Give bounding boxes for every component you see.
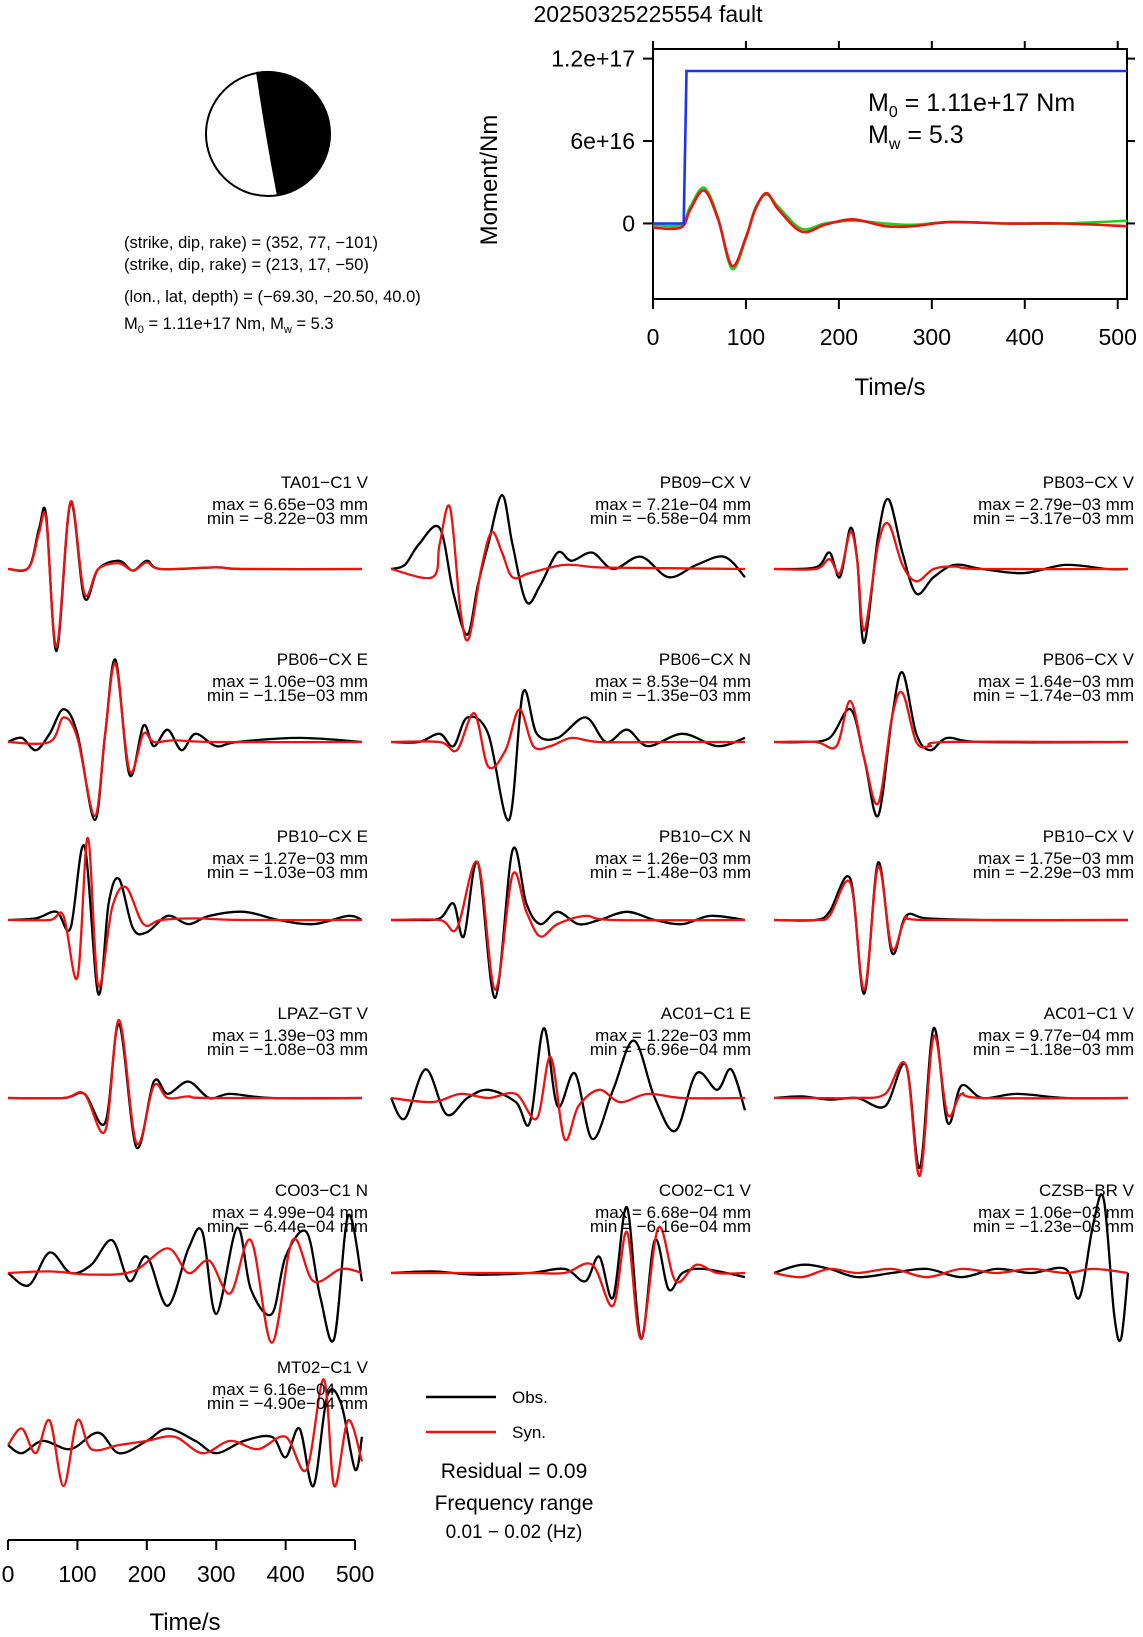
trace-panel [8,827,368,995]
trace-synthetic [774,866,1128,989]
trace-station-label: CO02−C1 V [658,1181,751,1200]
trace-station-label: LPAZ−GT V [277,1004,368,1023]
trace-panel [391,827,751,998]
stf-ytick-label: 6e+16 [570,128,635,155]
stf-xtick-label: 100 [726,324,766,350]
trace-panel [774,827,1135,994]
trace-min-label: min = −6.96e−04 mm [589,1040,751,1059]
trace-panel [8,1004,369,1148]
trace-panel [8,1181,368,1343]
trace-max-label: max = 1.26e−03 mm [595,849,751,868]
trace-min-label: min = −6.16e−04 mm [589,1217,751,1236]
trace-panel [774,650,1135,816]
trace-panel [391,650,751,820]
trace-station-label: TA01−C1 V [280,473,368,492]
frequency-title: Frequency range [434,1492,594,1515]
trace-station-label: CO03−C1 N [274,1181,368,1200]
trace-min-label: min = −4.90e−04 mm [206,1394,368,1413]
trace-min-label: min = −1.48e−03 mm [589,863,751,882]
trace-station-label: PB06−CX V [1042,650,1134,669]
bottom-axis-label: Time/s [149,1609,221,1636]
trace-synthetic [8,1239,362,1343]
trace-synthetic [774,692,1128,804]
stf-xtick-label: 200 [819,324,859,350]
trace-max-label: max = 1.64e−03 mm [978,672,1134,691]
bottom-axis-tick-label: 200 [127,1561,167,1587]
trace-station-label: AC01−C1 E [660,1004,751,1023]
trace-station-label: AC01−C1 V [1043,1004,1134,1023]
trace-panel [774,1181,1135,1341]
trace-min-label: min = −2.29e−03 mm [972,863,1134,882]
trace-panel [774,1004,1135,1176]
trace-panel [391,473,752,640]
trace-panel [391,1004,751,1140]
trace-min-label: min = −1.18e−03 mm [972,1040,1134,1059]
figure-title: 20250325225554 fault [533,1,763,27]
stf-series-red [653,190,1127,266]
trace-min-label: min = −1.03e−03 mm [206,863,368,882]
trace-min-label: min = −1.23e−03 mm [972,1217,1134,1236]
waveform-grid [8,473,1135,1486]
legend-syn-label: Syn. [512,1423,547,1442]
trace-max-label: max = 6.16e−04 mm [212,1380,368,1399]
bottom-axis-tick-label: 400 [266,1561,305,1587]
trace-max-label: max = 1.06e−03 mm [978,1203,1134,1222]
trace-synthetic [774,523,1128,631]
trace-max-label: max = 1.22e−03 mm [595,1026,751,1045]
trace-panel [391,1181,752,1339]
trace-min-label: min = −1.08e−03 mm [206,1040,368,1059]
legend [426,1388,593,1543]
stf-xtick-label: 300 [912,324,952,350]
trace-synthetic [391,1227,745,1339]
bottom-axis-tick-label: 0 [1,1561,15,1587]
trace-station-label: CZSB−BR V [1039,1181,1134,1200]
legend-obs-label: Obs. [512,1388,548,1407]
trace-min-label: min = −6.44e−04 mm [206,1217,368,1236]
trace-panel [8,650,368,820]
trace-station-label: PB09−CX V [659,473,751,492]
trace-station-label: PB06−CX E [276,650,368,669]
stf-ytick-label: 0 [622,210,635,237]
stf-xtick-label: 500 [1098,324,1137,350]
mechanism-location: (lon., lat, depth) = (−69.30, −20.50, 40.0) [124,288,421,306]
trace-station-label: PB10−CX E [276,827,368,846]
moment-rate-panel [476,41,1137,401]
stf-xtick-label: 400 [1005,324,1044,350]
bottom-axis-tick-label: 500 [335,1561,375,1587]
trace-max-label: max = 1.75e−03 mm [978,849,1134,868]
trace-min-label: min = −3.17e−03 mm [972,509,1134,528]
stf-m0-annotation: $M_0 = 1.11e+17$ Nm [868,89,1076,121]
trace-synthetic [391,1057,745,1140]
stf-xtick-label: 0 [646,324,660,350]
stf-xlabel: Time/s [854,374,926,401]
trace-station-label: PB03−CX V [1042,473,1134,492]
trace-observed [391,690,745,820]
trace-max-label: max = 6.65e−03 mm [212,495,368,514]
trace-max-label: max = 8.53e−04 mm [595,672,751,691]
trace-min-label: min = −1.74e−03 mm [972,686,1134,705]
stf-series-green [653,188,1127,270]
bottom-time-axis [2,1540,375,1636]
trace-max-label: max = 1.39e−03 mm [212,1026,368,1045]
trace-max-label: max = 1.06e−03 mm [212,672,368,691]
trace-max-label: max = 2.79e−03 mm [978,495,1134,514]
trace-min-label: min = −1.15e−03 mm [206,686,368,705]
stf-ylabel: Moment/Nm [476,114,503,246]
trace-max-label: max = 6.68e−04 mm [595,1203,751,1222]
trace-min-label: min = −1.35e−03 mm [589,686,751,705]
trace-station-label: PB10−CX V [1042,827,1134,846]
mechanism-plane1: (strike, dip, rake) = (352, 77, −101) [124,234,379,252]
trace-station-label: MT02−C1 V [276,1358,368,1377]
trace-max-label: max = 7.21e−04 mm [595,495,751,514]
trace-max-label: max = 9.77e−04 mm [978,1026,1134,1045]
trace-max-label: max = 1.27e−03 mm [212,849,368,868]
mechanism-plane2: (strike, dip, rake) = (213, 17, −50) [124,256,369,274]
trace-min-label: min = −8.22e−03 mm [206,509,368,528]
stf-frame [653,49,1127,299]
trace-station-label: PB10−CX N [658,827,751,846]
stf-ytick-label: 1.2e+17 [551,45,635,72]
stf-mw-annotation: $M_w = 5.3$ [868,121,964,153]
bottom-axis-tick-label: 300 [197,1561,236,1587]
trace-panel [8,1358,369,1486]
trace-max-label: max = 4.99e−04 mm [212,1203,368,1222]
residual-text: Residual = 0.09 [440,1460,588,1483]
mechanism-moment: $M_0 = 1.11e+17$ Nm, $M_w = 5.3$ [124,315,334,336]
trace-station-label: PB06−CX N [658,650,751,669]
beachball [206,71,330,196]
bottom-axis-tick-label: 100 [58,1561,97,1587]
trace-panel [8,473,369,651]
trace-min-label: min = −6.58e−04 mm [589,509,751,528]
frequency-range: 0.01 − 0.02 (Hz) [445,1522,583,1543]
trace-panel [774,473,1135,643]
